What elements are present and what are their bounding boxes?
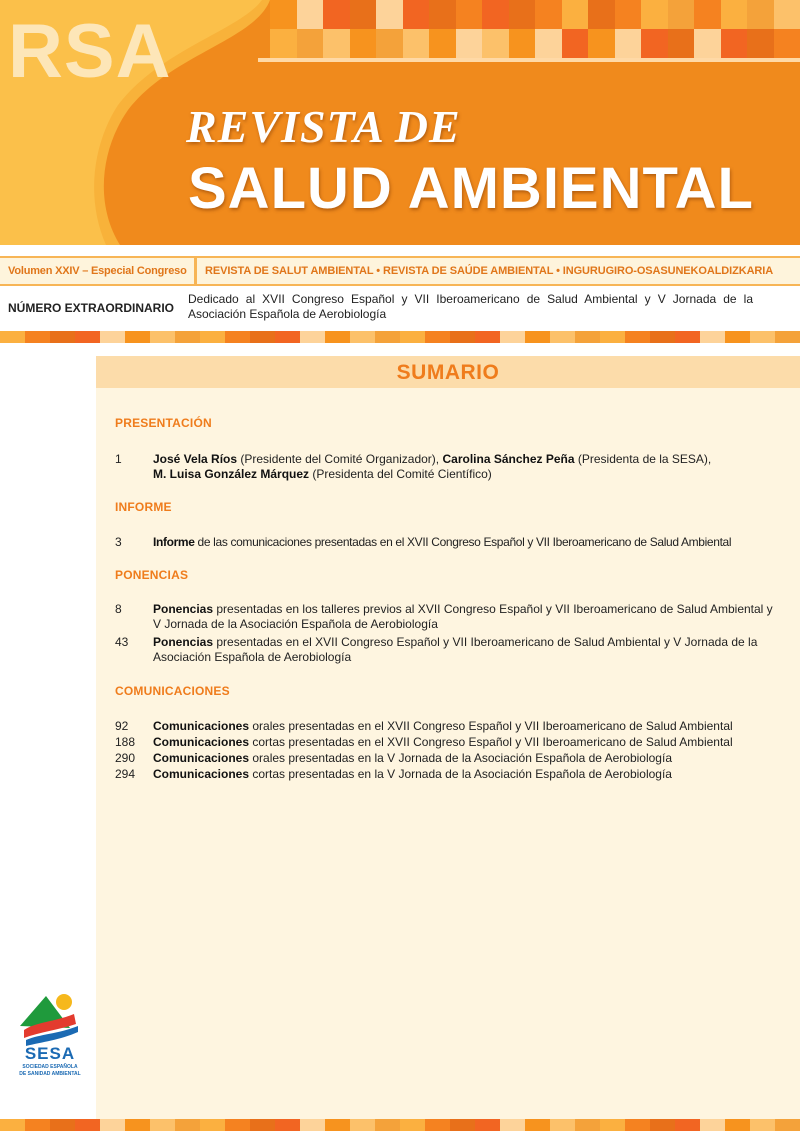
author-role: (Presidenta del Comité Científico) (309, 467, 492, 481)
stripe-segment (625, 331, 650, 343)
toc-page-number: 8 (115, 602, 122, 616)
author-role: (Presidenta de la SESA), (574, 452, 712, 466)
journal-title-line1: REVISTA DE (186, 101, 461, 152)
toc-entry-text (153, 735, 775, 750)
masthead-rule (258, 58, 800, 62)
author-name: José Vela Ríos (153, 452, 238, 466)
summary-title-bar (96, 356, 800, 388)
section-heading-comunicaciones: COMUNICACIONES (115, 684, 230, 698)
toc-entry-text (153, 719, 775, 734)
stripe-segment (300, 1119, 325, 1131)
stripe-segment (50, 331, 75, 343)
stripe-segment (50, 1119, 75, 1131)
toc-entry (115, 535, 775, 550)
band-divider (194, 258, 197, 284)
toc-entry-description: de las comunicaciones presentadas en el XVII Congreso Español y VII Iberoamericano de Salud Ambiental (194, 535, 732, 549)
stripe-segment (200, 331, 225, 343)
stripe-segment (550, 1119, 575, 1131)
toc-entry-keyword: Comunicaciones (153, 735, 250, 749)
stripe-segment (375, 1119, 400, 1131)
author-role: (Presidente del Comité Organizador), (237, 452, 443, 466)
volume-band (0, 256, 800, 286)
stripe-segment (250, 1119, 275, 1131)
stripe-segment (475, 331, 500, 343)
stripe-segment (125, 1119, 150, 1131)
toc-page-number: 1 (115, 452, 122, 466)
stripe-segment (125, 331, 150, 343)
toc-entry-keyword: Comunicaciones (153, 719, 250, 733)
stripe-segment (500, 331, 525, 343)
stripe-segment (275, 331, 300, 343)
stripe-segment (425, 1119, 450, 1131)
sesa-logo-name: SESA (24, 1044, 76, 1063)
toc-entry-description: orales presentadas en el XVII Congreso Español y VII Iberoamericano de Salud Ambiental (249, 719, 733, 733)
toc-entry-text (153, 751, 775, 766)
toc-entry (115, 635, 775, 665)
stripe-segment (725, 1119, 750, 1131)
stripe-segment (725, 331, 750, 343)
stripe-segment (625, 1119, 650, 1131)
stripe-segment (350, 331, 375, 343)
toc-entry-description: presentadas en los talleres previos al XVII Congreso Español y VII Iberoamericano de Salud Ambiental y V Jornada de la Asociación Española de Aerobiología (153, 602, 773, 631)
toc-entry (115, 767, 775, 782)
stripe-segment (25, 1119, 50, 1131)
toc-page-number: 92 (115, 719, 129, 733)
toc-page-number: 188 (115, 735, 136, 749)
stripe-segment (0, 331, 25, 343)
stripe-segment (675, 1119, 700, 1131)
section-heading-presentacion: PRESENTACIÓN (115, 416, 212, 430)
toc-entry (115, 602, 775, 632)
toc-entry-text (153, 602, 775, 632)
toc-entry-description: cortas presentadas en el XVII Congreso Español y VII Iberoamericano de Salud Ambiental (249, 735, 733, 749)
stripe-segment (400, 1119, 425, 1131)
toc-entry-keyword: Comunicaciones (153, 767, 250, 781)
toc-entry-text (153, 535, 775, 550)
stripe-segment (175, 331, 200, 343)
stripe-segment (225, 1119, 250, 1131)
stripe-segment (450, 331, 475, 343)
section-heading-ponencias: PONENCIAS (115, 568, 189, 582)
toc-entry-keyword: Ponencias (153, 602, 214, 616)
stripe-segment (75, 331, 100, 343)
stripe-segment (200, 1119, 225, 1131)
stripe-segment (100, 331, 125, 343)
stripe-segment (100, 1119, 125, 1131)
author-name: Carolina Sánchez Peña (442, 452, 575, 466)
stripe-segment (375, 331, 400, 343)
stripe-segment (525, 1119, 550, 1131)
toc-entry-keyword: Comunicaciones (153, 751, 250, 765)
decorative-stripe-bottom (0, 1119, 800, 1131)
stripe-segment (700, 1119, 725, 1131)
toc-entry-keyword: Informe (153, 535, 195, 549)
toc-entry-description: presentadas en el XVII Congreso Español y VII Iberoamericano de Salud Ambiental y V Jornada de la Asociación Española de Aerobiología (153, 635, 758, 664)
stripe-segment (25, 331, 50, 343)
toc-entry (115, 719, 775, 734)
stripe-segment (650, 331, 675, 343)
toc-page-number: 290 (115, 751, 136, 765)
stripe-segment (400, 331, 425, 343)
decorative-stripe-top (0, 331, 800, 343)
sesa-logo-subtitle-2: DE SANIDAD AMBIENTAL (19, 1071, 81, 1077)
toc-entry (115, 735, 775, 750)
stripe-segment (550, 331, 575, 343)
extra-issue-label: NÚMERO EXTRAORDINARIO (8, 301, 175, 315)
stripe-segment (525, 331, 550, 343)
section-heading-informe: INFORME (115, 500, 172, 514)
journal-title-line2: SALUD AMBIENTAL (188, 156, 754, 221)
stripe-segment (0, 1119, 25, 1131)
toc-entry-keyword: Ponencias (153, 635, 214, 649)
stripe-segment (325, 331, 350, 343)
summary-title: SUMARIO (396, 361, 500, 384)
toc-entry-text (153, 635, 775, 665)
toc-page-number: 3 (115, 535, 122, 549)
toc-page-number: 43 (115, 635, 129, 649)
toc-entry (115, 452, 775, 482)
sister-journals: REVISTA DE SALUT AMBIENTAL • REVISTA DE SAÚDE AMBIENTAL • INGURUGIRO-OSASUNEKOALDIZKARIA (205, 265, 774, 277)
dedication-text: Dedicado al XVII Congreso Español y VII Iberoamericano de Salud Ambiental y V Jornada de la Asociación Española de Aerobiología (188, 292, 753, 321)
stripe-segment (775, 1119, 800, 1131)
stripe-segment (175, 1119, 200, 1131)
toc-entry-description: cortas presentadas en la V Jornada de la Asociación Española de Aerobiología (249, 767, 672, 781)
stripe-segment (700, 331, 725, 343)
stripe-segment (500, 1119, 525, 1131)
stripe-segment (650, 1119, 675, 1131)
toc-entry-text (153, 767, 775, 782)
dedication-band (0, 288, 800, 330)
stripe-segment (750, 1119, 775, 1131)
stripe-segment (475, 1119, 500, 1131)
stripe-segment (600, 1119, 625, 1131)
stripe-segment (275, 1119, 300, 1131)
stripe-segment (600, 331, 625, 343)
stripe-segment (575, 1119, 600, 1131)
stripe-segment (325, 1119, 350, 1131)
stripe-segment (675, 331, 700, 343)
toc-entry (115, 751, 775, 766)
stripe-segment (575, 331, 600, 343)
volume-label: Volumen XXIV – Especial Congreso (8, 265, 187, 277)
toc-page-number: 294 (115, 767, 136, 781)
stripe-segment (300, 331, 325, 343)
masthead (0, 0, 800, 245)
author-name: M. Luisa González Márquez (153, 467, 310, 481)
toc-entry-text (153, 452, 775, 482)
stripe-segment (150, 331, 175, 343)
stripe-segment (775, 331, 800, 343)
sesa-logo-subtitle-1: SOCIEDAD ESPAÑOLA (22, 1064, 78, 1070)
stripe-segment (450, 1119, 475, 1131)
rsa-logo-letters: RSA (8, 9, 172, 94)
stripe-segment (225, 331, 250, 343)
stripe-segment (75, 1119, 100, 1131)
stripe-segment (250, 331, 275, 343)
toc-entry-description: orales presentadas en la V Jornada de la Asociación Española de Aerobiología (249, 751, 672, 765)
stripe-segment (750, 331, 775, 343)
stripe-segment (425, 331, 450, 343)
stripe-segment (350, 1119, 375, 1131)
stripe-segment (150, 1119, 175, 1131)
